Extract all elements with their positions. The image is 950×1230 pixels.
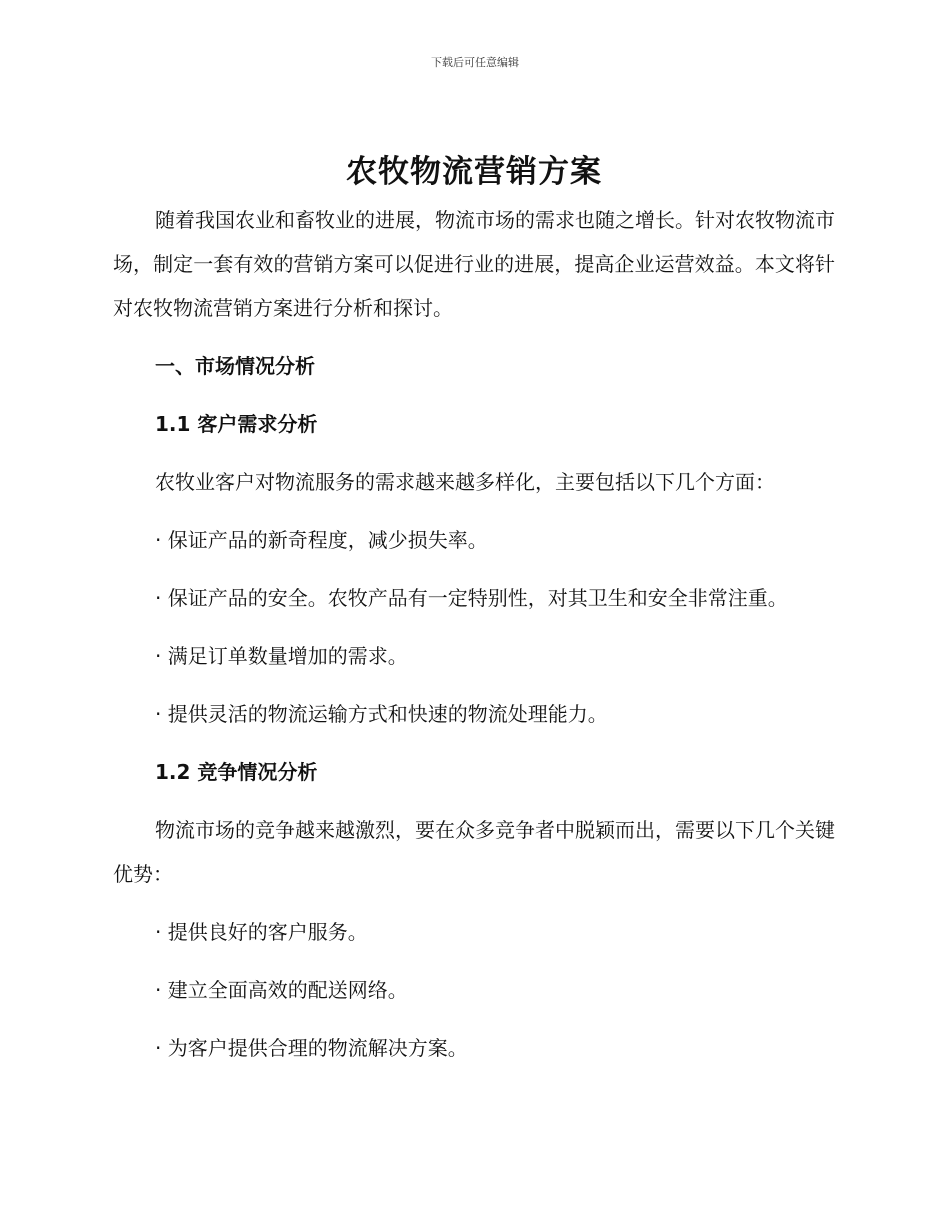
- page-header-note: 下载后可任意编辑: [431, 56, 519, 69]
- customer-demand-paragraph: 农牧业客户对物流服务的需求越来越多样化，主要包括以下几个方面：: [155, 470, 775, 494]
- list-item: · 提供良好的客户服务。: [155, 920, 368, 944]
- section-heading-market-analysis: 一、市场情况分析: [155, 354, 315, 378]
- list-item: · 保证产品的新奇程度，减少损失率。: [155, 528, 488, 552]
- list-item: · 提供灵活的物流运输方式和快速的物流处理能力。: [155, 702, 608, 726]
- subsection-heading-customer-demand: 1.1 客户需求分析: [155, 412, 318, 436]
- competition-paragraph: 物流市场的竞争越来越激烈，要在众多竞争者中脱颖而出，需要以下几个关键优势：: [113, 818, 835, 886]
- document-title: 农牧物流营销方案: [346, 154, 602, 190]
- list-item: · 保证产品的安全。农牧产品有一定特别性，对其卫生和安全非常注重。: [155, 586, 788, 610]
- list-item: · 满足订单数量增加的需求。: [155, 644, 408, 668]
- document-body: [113, 150, 835, 1084]
- list-item: · 为客户提供合理的物流解决方案。: [155, 1036, 468, 1060]
- list-item: · 建立全面高效的配送网络。: [155, 978, 408, 1002]
- subsection-heading-competition: 1.2 竞争情况分析: [155, 760, 318, 784]
- intro-paragraph: 随着我国农业和畜牧业的进展，物流市场的需求也随之增长。针对农牧物流市场，制定一套有效的营销方案可以促进行业的进展，提高企业运营效益。本文将针对农牧物流营销方案进行分析和探讨。: [113, 208, 835, 320]
